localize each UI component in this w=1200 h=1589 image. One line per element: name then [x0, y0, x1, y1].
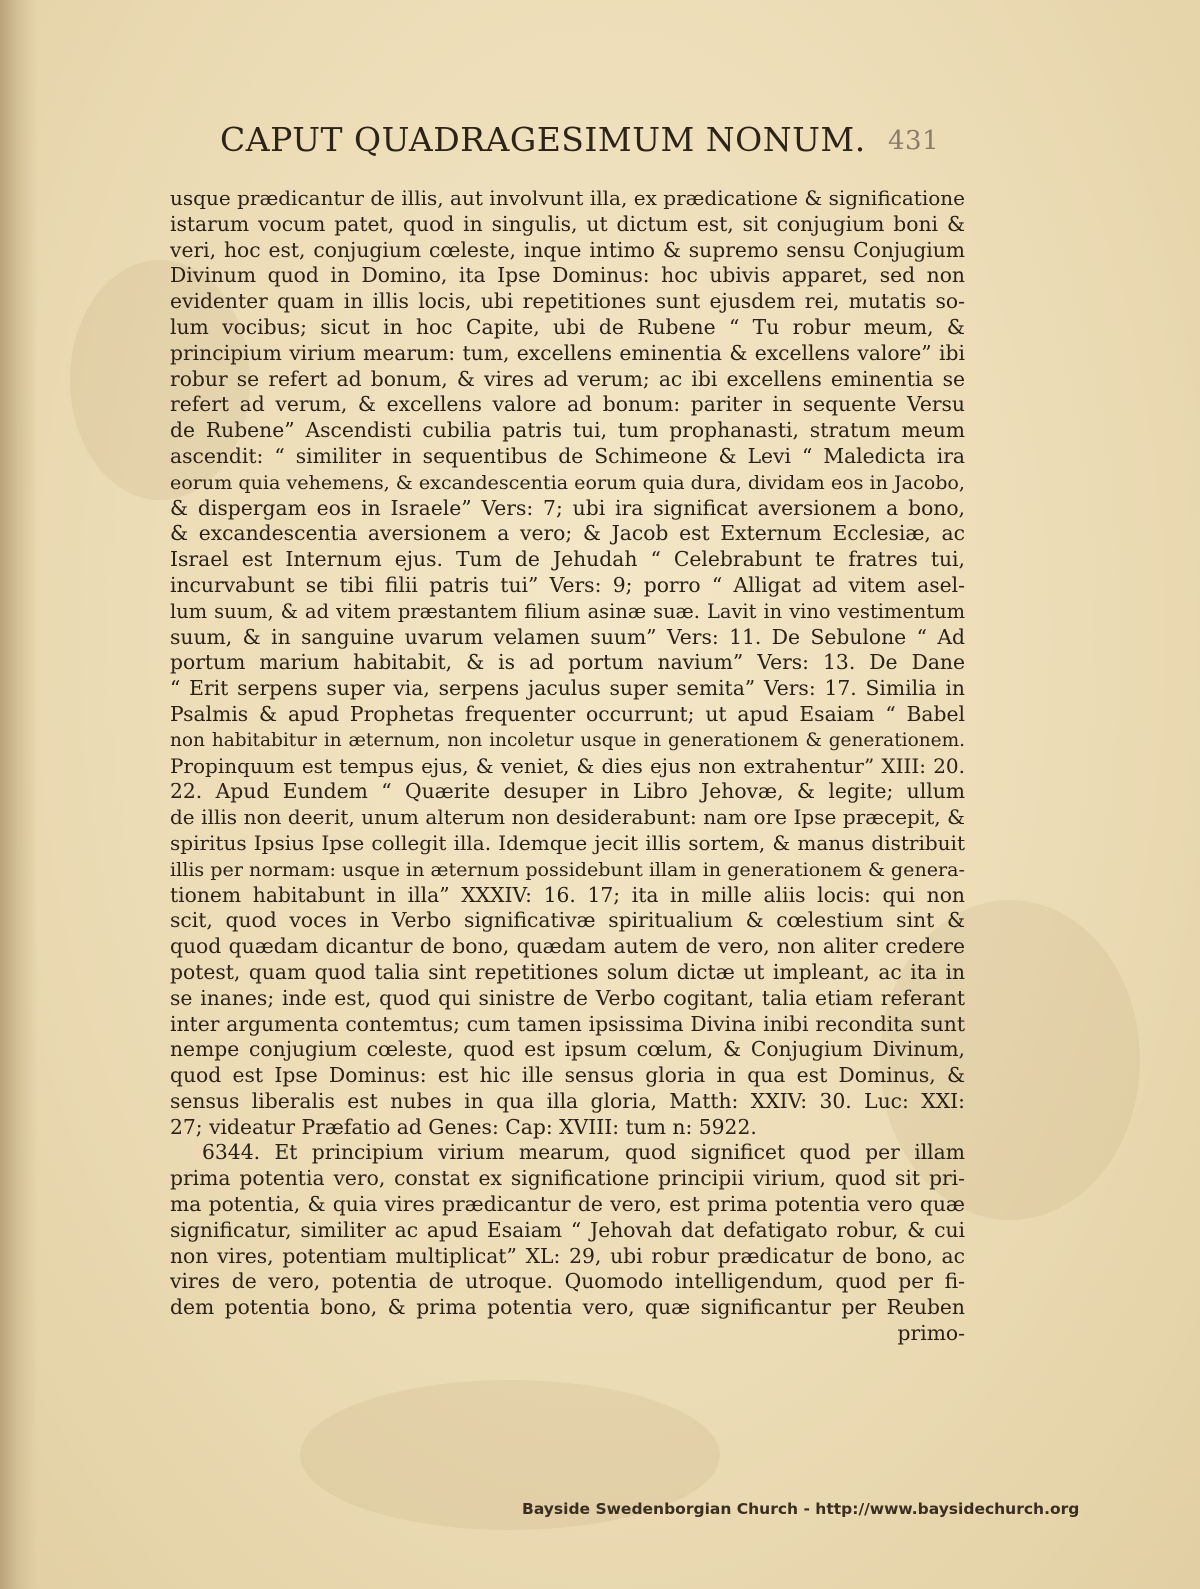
- text-line: sensus liberalis est nubes in qua illa gloria, Matth: XXIV: 30. Luc: XXI:: [170, 1088, 965, 1113]
- text-line: 27; videatur Præfatio ad Genes: Cap: XVIII: tum n: 5922.: [170, 1114, 757, 1139]
- text-line: prima potentia vero, constat ex significatione principii virium, quod sit pri-: [170, 1166, 965, 1191]
- text-line: portum marium habitabit, & is ad portum navium” Vers: 13. De Dane: [170, 650, 965, 675]
- catchword: primo-: [897, 1321, 965, 1346]
- text-line: principium virium mearum: tum, excellens eminentia & excellens valore” ibi: [170, 340, 965, 365]
- text-line: se inanes; inde est, quod qui sinistre de Verbo cogitant, talia etiam referant: [170, 985, 965, 1010]
- text-line: Divinum quod in Domino, ita Ipse Dominus: hoc ubivis apparet, sed non: [170, 263, 965, 288]
- text-line: veri, hoc est, conjugium cœleste, inque intimo & supremo sensu Conjugium: [170, 237, 965, 262]
- text-line: ascendit: “ similiter in sequentibus de Schimeone & Levi “ Maledicta ira: [170, 443, 965, 468]
- text-line: scit, quod voces in Verbo significativæ spiritualium & cœlestium sint &: [170, 908, 965, 933]
- text-line: & excandescentia aversionem a vero; & Jacob est Externum Ecclesiæ, ac: [170, 521, 965, 546]
- text-line: significatur, similiter ac apud Esaiam “ Jehovah dat defatigato robur, & cui: [170, 1217, 965, 1242]
- text-line: & dispergam eos in Israele” Vers: 7; ubi ira significat aversionem a bono,: [170, 495, 965, 520]
- text-line: evidenter quam in illis locis, ubi repetitiones sunt ejusdem rei, mutatis so-: [170, 289, 965, 314]
- text-line: vires de vero, potentia de utroque. Quomodo intelligendum, quod per fi-: [170, 1269, 965, 1294]
- text-line: spiritus Ipsius Ipse collegit illa. Idemque jecit illis sortem, & manus distribuit: [170, 830, 965, 855]
- text-line: quod est Ipse Dominus: est hic ille sensus gloria in qua est Dominus, &: [170, 1063, 965, 1088]
- chapter-title: CAPUT QUADRAGESIMUM NONUM.: [220, 120, 866, 159]
- text-line: de Rubene” Ascendisti cubilia patris tui, tum prophanasti, stratum meum: [170, 418, 965, 443]
- text-line: Psalmis & apud Prophetas frequenter occurrunt; ut apud Esaiam “ Babel: [170, 701, 965, 726]
- text-line: Israel est Internum ejus. Tum de Jehudah “ Celebrabunt te fratres tui,: [170, 547, 965, 572]
- page-number: 431: [888, 126, 940, 156]
- text-line: ma potentia, & quia vires prædicantur de vero, est prima potentia vero quæ: [170, 1192, 965, 1217]
- text-line: tionem habitabunt in illa” XXXIV: 16. 17; ita in mille aliis locis: qui non: [170, 882, 965, 907]
- text-line: suum, & in sanguine uvarum velamen suum” Vers: 11. De Sebulone “ Ad: [170, 624, 965, 649]
- paragraph-start-line: 6344. Et principium virium mearum, quod significet quod per illam: [202, 1140, 965, 1165]
- text-line: non vires, potentiam multiplicat” XL: 29, ubi robur prædicatur de bono, ac: [170, 1243, 965, 1268]
- text-line: dem potentia bono, & prima potentia vero, quæ significantur per Reuben: [170, 1295, 965, 1320]
- text-line: refert ad verum, & excellens valore ad bonum: pariter in sequente Versu: [170, 392, 965, 417]
- text-line: Propinquum est tempus ejus, & veniet, & dies ejus non extrahentur” XIII: 20.: [170, 753, 965, 778]
- text-line: quod quædam dicantur de bono, quædam autem de vero, non aliter credere: [170, 934, 965, 959]
- text-line: potest, quam quod talia sint repetitiones solum dictæ ut impleant, ac ita in: [170, 959, 965, 984]
- source-watermark: Bayside Swedenborgian Church - http://www.baysidechurch.org: [522, 1500, 1080, 1518]
- text-line: lum vocibus; sicut in hoc Capite, ubi de Rubene “ Tu robur meum, &: [170, 314, 965, 339]
- text-line: inter argumenta contemtus; cum tamen ipsissima Divina inibi recondita sunt: [170, 1011, 965, 1036]
- text-line: illis per normam: usque in æternum possidebunt illam in generationem & genera-: [170, 857, 965, 881]
- text-line: de illis non deerit, unum alterum non desiderabunt: nam ore Ipse præcepit, &: [170, 805, 965, 830]
- text-line: robur se refert ad bonum, & vires ad verum; ac ibi excellens eminentia se: [170, 366, 965, 391]
- text-line: usque prædicantur de illis, aut involvunt illa, ex prædicatione & significatione: [170, 186, 965, 210]
- text-line: istarum vocum patet, quod in singulis, ut dictum est, sit conjugium boni &: [170, 211, 965, 236]
- spine-shadow: [0, 0, 38, 1589]
- text-line: non habitabitur in æternum, non incoletur usque in generationem & generationem.: [170, 729, 965, 751]
- running-header: [220, 120, 980, 180]
- text-line: eorum quia vehemens, & excandescentia eorum quia dura, dividam eos in Jacobo,: [170, 470, 965, 494]
- text-line: 22. Apud Eundem “ Quærite desuper in Libro Jehovæ, & legite; ullum: [170, 779, 965, 804]
- text-line: “ Erit serpens super via, serpens jaculus super semita” Vers: 17. Similia in: [170, 676, 965, 701]
- text-line: lum suum, & ad vitem præstantem filium asinæ suæ. Lavit in vino vestimentum: [170, 599, 965, 623]
- text-line: incurvabunt se tibi filii patris tui” Vers: 9; porro “ Alligat ad vitem asel-: [170, 572, 965, 597]
- body-text: [170, 186, 965, 1347]
- text-line: nempe conjugium cœleste, quod est ipsum cœlum, & Conjugium Divinum,: [170, 1037, 965, 1062]
